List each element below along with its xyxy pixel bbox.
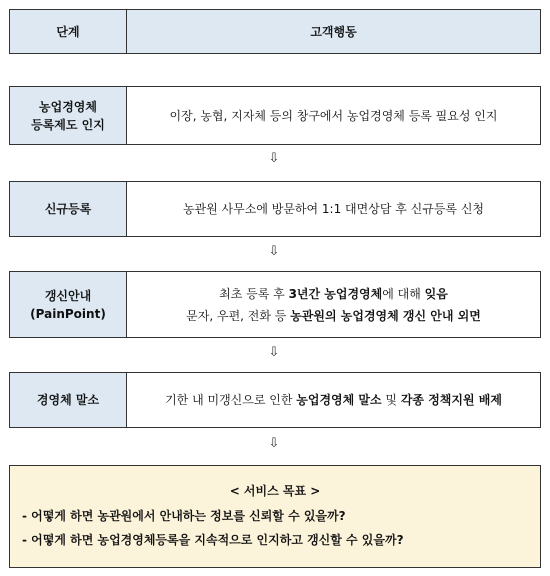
step-row-awareness	[9, 86, 541, 145]
step-row-cancellation	[9, 372, 541, 428]
action-text	[127, 373, 540, 427]
stage-label	[10, 272, 127, 337]
action-text	[127, 182, 540, 236]
stage-label-line1: 농업경영체	[39, 99, 97, 114]
down-arrow-icon: ⇩	[268, 345, 280, 360]
table-header	[9, 9, 541, 54]
action-text	[127, 272, 540, 337]
step-row-renewal-notice	[9, 271, 541, 338]
text-segment: 에 대해	[382, 286, 425, 301]
stage-label-line1: 신규등록	[44, 202, 92, 216]
bold-segment: 농관원의 농업경영체 갱신 안내 외면	[290, 308, 481, 323]
action-line	[165, 389, 502, 411]
step-row-registration	[9, 181, 541, 237]
goal-item: - 어떻게 하면 농업경영체등록을 지속적으로 인지하고 갱신할 수 있을까?	[22, 533, 404, 547]
header-stage: 단계	[10, 10, 127, 53]
action-line: 농관원 사무소에 방문하여 1:1 대면상담 후 신규등록 신청	[182, 202, 485, 216]
stage-label-line2: 등록제도 인지	[31, 117, 105, 132]
stage-label-line1: 갱신안내	[44, 288, 92, 303]
down-arrow-icon: ⇩	[268, 244, 280, 259]
text-segment: 최초 등록 후	[219, 286, 289, 301]
stage-label	[10, 87, 127, 144]
bold-segment: 농업경영체 말소	[296, 393, 382, 407]
bold-segment: 잊음	[424, 286, 448, 301]
text-segment: 및	[381, 393, 401, 407]
stage-label-line1: 경영체 말소	[36, 393, 100, 407]
stage-label	[10, 182, 127, 236]
header-customer-action: 고객행동	[310, 25, 357, 39]
action-line: 이장, 농협, 지자체 등의 창구에서 농업경영체 등록 필요성 인지	[169, 108, 498, 123]
stage-label	[10, 373, 127, 427]
service-goal-box	[9, 465, 541, 568]
down-arrow-icon: ⇩	[268, 436, 280, 451]
down-arrow-icon: ⇩	[268, 151, 280, 166]
stage-label-line2: (PainPoint)	[30, 306, 106, 321]
goal-title: < 서비스 목표 >	[229, 484, 321, 498]
action-line-2	[186, 305, 481, 327]
action-line-1	[219, 283, 448, 305]
bold-segment: 3년간 농업경영체	[288, 286, 383, 301]
action-text	[127, 87, 540, 144]
goal-item: - 어떻게 하면 농관원에서 안내하는 정보를 신뢰할 수 있을까?	[22, 509, 346, 523]
text-segment: 문자, 우편, 전화 등	[186, 308, 291, 323]
text-segment: 기한 내 미갱신으로 인한	[165, 393, 297, 407]
bold-segment: 각종 정책지원 배제	[400, 393, 502, 407]
